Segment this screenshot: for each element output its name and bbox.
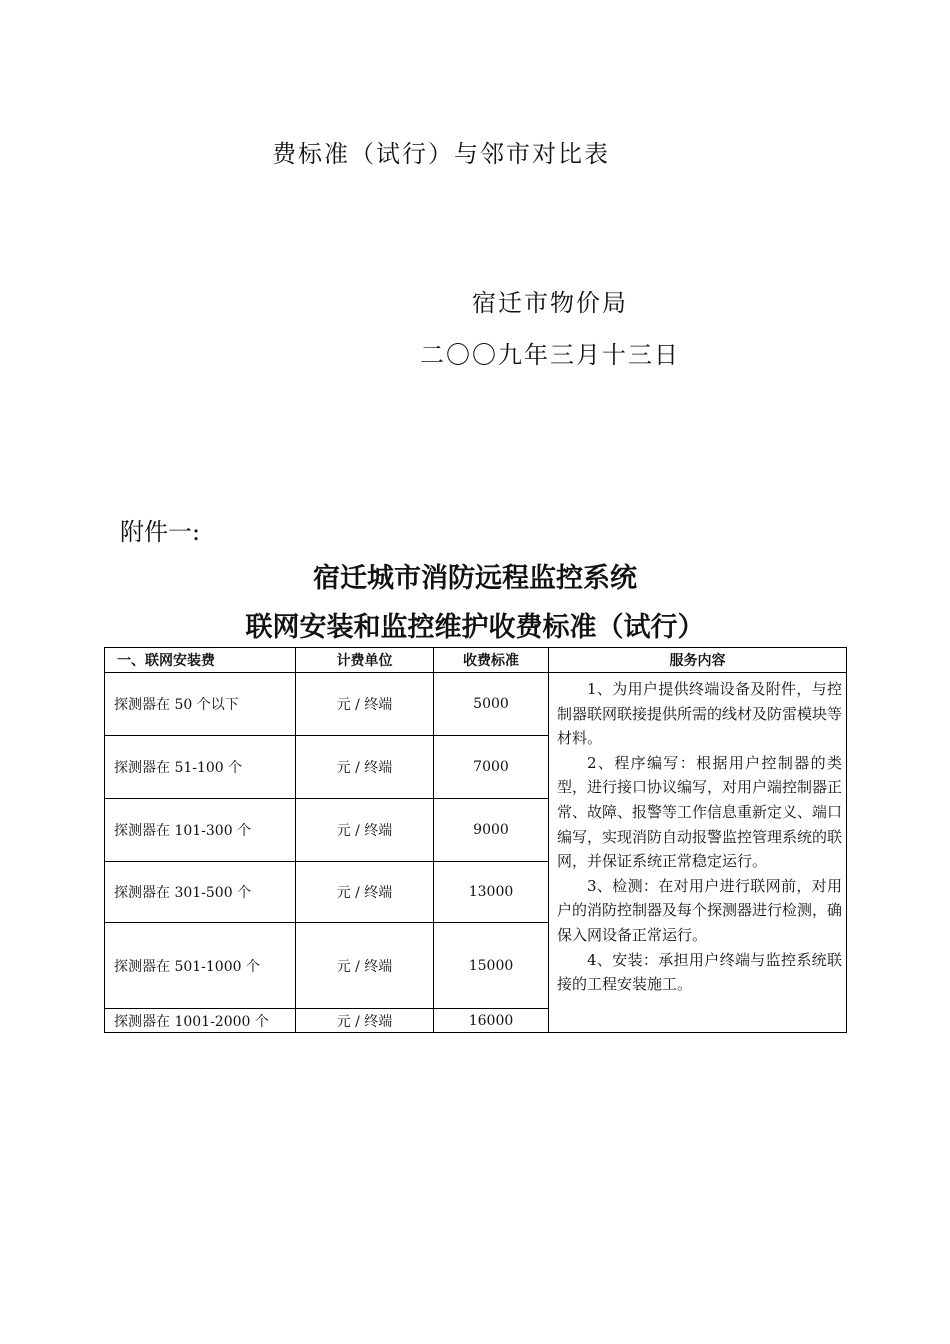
fee-table xyxy=(104,647,847,1033)
service-item: 4、安装：承担用户终端与监控系统联接的工程安装施工。 xyxy=(557,950,842,994)
issuer-name: 宿迁市物价局 xyxy=(472,289,628,317)
header-service-content: 服务内容 xyxy=(549,648,847,673)
detector-range: 探测器在 51-100 个 xyxy=(105,736,296,799)
service-item: 3、检测：在对用户进行联网前，对用户的消防控制器及每个探测器进行检测，确保入网设备正常运行。 xyxy=(557,876,843,944)
intro-text: 费标准（试行）与邻市对比表 xyxy=(272,140,610,168)
detector-range: 探测器在 101-300 个 xyxy=(105,799,296,862)
service-item: 2、程序编写：根据用户控制器的类型，进行接口协议编写，对用户端控制器正常、故障、报警等工作信息重新定义、端口编写，实现消防自动报警监控管理系统的联网，并保证系统正常稳定运行。 xyxy=(557,753,843,871)
attachment-label: 附件一: xyxy=(120,518,201,546)
detector-range: 探测器在 301-500 个 xyxy=(105,862,296,923)
fee-amount: 13000 xyxy=(434,862,549,923)
billing-unit: 元 / 终端 xyxy=(296,799,434,862)
fee-amount: 15000 xyxy=(434,923,549,1009)
billing-unit: 元 / 终端 xyxy=(296,736,434,799)
detector-range: 探测器在 1001-2000 个 xyxy=(105,1009,296,1033)
document-title-line-1: 宿迁城市消防远程监控系统 xyxy=(313,563,637,594)
fee-amount: 7000 xyxy=(434,736,549,799)
header-installation-fee: 一、联网安装费 xyxy=(105,648,296,673)
service-item: 1、为用户提供终端设备及附件，与控制器联网联接提供所需的线材及防雷模块等材料。 xyxy=(557,680,843,748)
issue-date: 二〇〇九年三月十三日 xyxy=(420,341,680,369)
billing-unit: 元 / 终端 xyxy=(296,862,434,923)
service-content xyxy=(549,673,847,1033)
table-row xyxy=(105,673,847,736)
fee-amount: 5000 xyxy=(434,673,549,736)
fee-amount: 9000 xyxy=(434,799,549,862)
billing-unit: 元 / 终端 xyxy=(296,923,434,1009)
billing-unit: 元 / 终端 xyxy=(296,673,434,736)
document-title-line-2: 联网安装和监控维护收费标准（试行） xyxy=(245,612,705,643)
header-fee-standard: 收费标准 xyxy=(434,648,549,673)
detector-range: 探测器在 501-1000 个 xyxy=(105,923,296,1009)
fee-amount: 16000 xyxy=(434,1009,549,1033)
billing-unit: 元 / 终端 xyxy=(296,1009,434,1033)
header-billing-unit: 计费单位 xyxy=(296,648,434,673)
detector-range: 探测器在 50 个以下 xyxy=(105,673,296,736)
table-header-row xyxy=(105,648,847,673)
